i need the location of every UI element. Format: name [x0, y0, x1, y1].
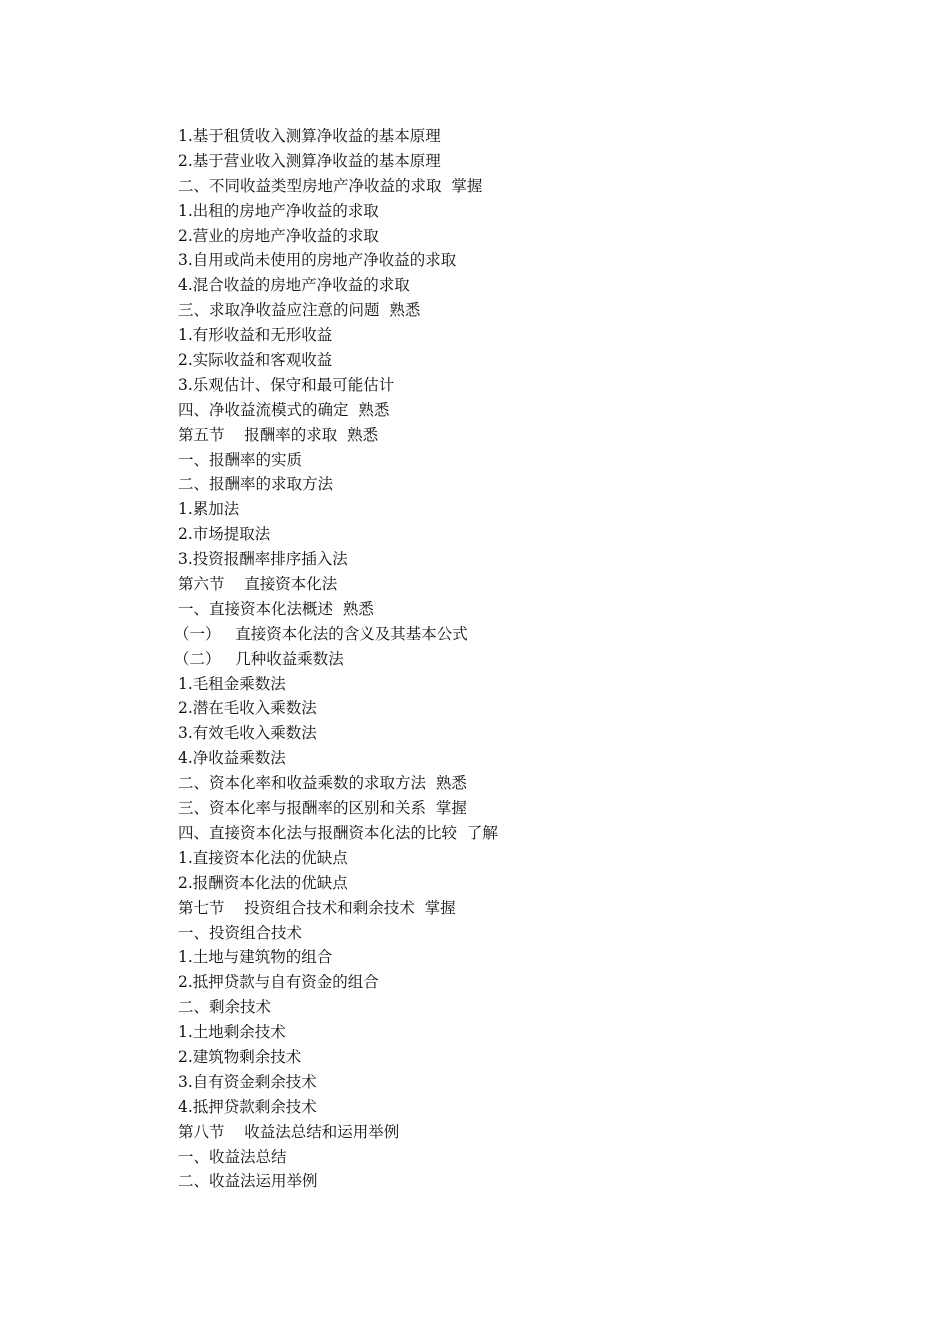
text-line: 1.有形收益和无形收益 — [178, 326, 333, 345]
section-heading: 一、报酬率的实质 — [178, 450, 303, 469]
section-heading: 二、不同收益类型房地产净收益的求取 掌握 — [178, 176, 483, 195]
text-line: 1.出租的房地产净收益的求取 — [178, 201, 379, 220]
text-line: 2.建筑物剩余技术 — [178, 1047, 302, 1066]
section-heading: 二、剩余技术 — [178, 998, 272, 1017]
section-heading: 四、净收益流模式的确定 熟悉 — [178, 400, 390, 419]
text-line: 3.有效毛收入乘数法 — [178, 724, 317, 743]
text-line: 1.土地与建筑物的组合 — [178, 948, 333, 967]
document-page — [174, 124, 878, 1194]
text-line: 1.累加法 — [178, 500, 240, 519]
section-heading: 三、求取净收益应注意的问题 熟悉 — [178, 301, 421, 320]
subsection-heading: （一） 直接资本化法的含义及其基本公式 — [174, 624, 468, 643]
text-line: 1.基于租赁收入测算净收益的基本原理 — [178, 127, 441, 145]
text-line: 3.乐观估计、保守和最可能估计 — [178, 375, 395, 394]
section-heading: 一、收益法总结 — [178, 1147, 287, 1166]
chapter-heading: 第七节 投资组合技术和剩余技术 掌握 — [178, 898, 456, 917]
section-heading: 一、投资组合技术 — [178, 923, 303, 942]
text-line: 3.投资报酬率排序插入法 — [178, 550, 348, 569]
text-line: 1.土地剩余技术 — [178, 1023, 286, 1042]
chapter-heading: 第八节 收益法总结和运用举例 — [178, 1122, 400, 1141]
text-line: 1.毛租金乘数法 — [178, 674, 286, 693]
chapter-heading: 第五节 报酬率的求取 熟悉 — [178, 425, 379, 444]
section-heading: 二、资本化率和收益乘数的求取方法 熟悉 — [178, 774, 467, 793]
chapter-heading: 第六节 直接资本化法 — [178, 575, 338, 594]
text-line: 4.净收益乘数法 — [178, 749, 286, 768]
section-heading: 四、直接资本化法与报酬资本化法的比较 了解 — [178, 823, 498, 842]
text-line: 3.自有资金剩余技术 — [178, 1072, 317, 1091]
section-heading: 二、收益法运用举例 — [178, 1172, 318, 1191]
subsection-heading: （二） 几种收益乘数法 — [174, 649, 344, 668]
text-line: 2.营业的房地产净收益的求取 — [178, 226, 379, 245]
text-line: 4.抵押贷款剩余技术 — [178, 1097, 317, 1116]
text-line: 2.潜在毛收入乘数法 — [178, 699, 317, 718]
text-line: 1.直接资本化法的优缺点 — [178, 848, 348, 867]
text-line: 2.基于营业收入测算净收益的基本原理 — [178, 151, 441, 170]
section-heading: 二、报酬率的求取方法 — [178, 475, 334, 494]
text-line: 2.报酬资本化法的优缺点 — [178, 873, 348, 892]
text-line: 2.实际收益和客观收益 — [178, 351, 333, 370]
text-line: 2.市场提取法 — [178, 525, 271, 544]
section-heading: 三、资本化率与报酬率的区别和关系 掌握 — [178, 799, 467, 818]
text-line: 3.自用或尚未使用的房地产净收益的求取 — [178, 251, 457, 270]
text-line: 2.抵押贷款与自有资金的组合 — [178, 973, 379, 992]
section-heading: 一、直接资本化法概述 熟悉 — [178, 599, 374, 618]
text-line: 4.混合收益的房地产净收益的求取 — [178, 276, 410, 295]
